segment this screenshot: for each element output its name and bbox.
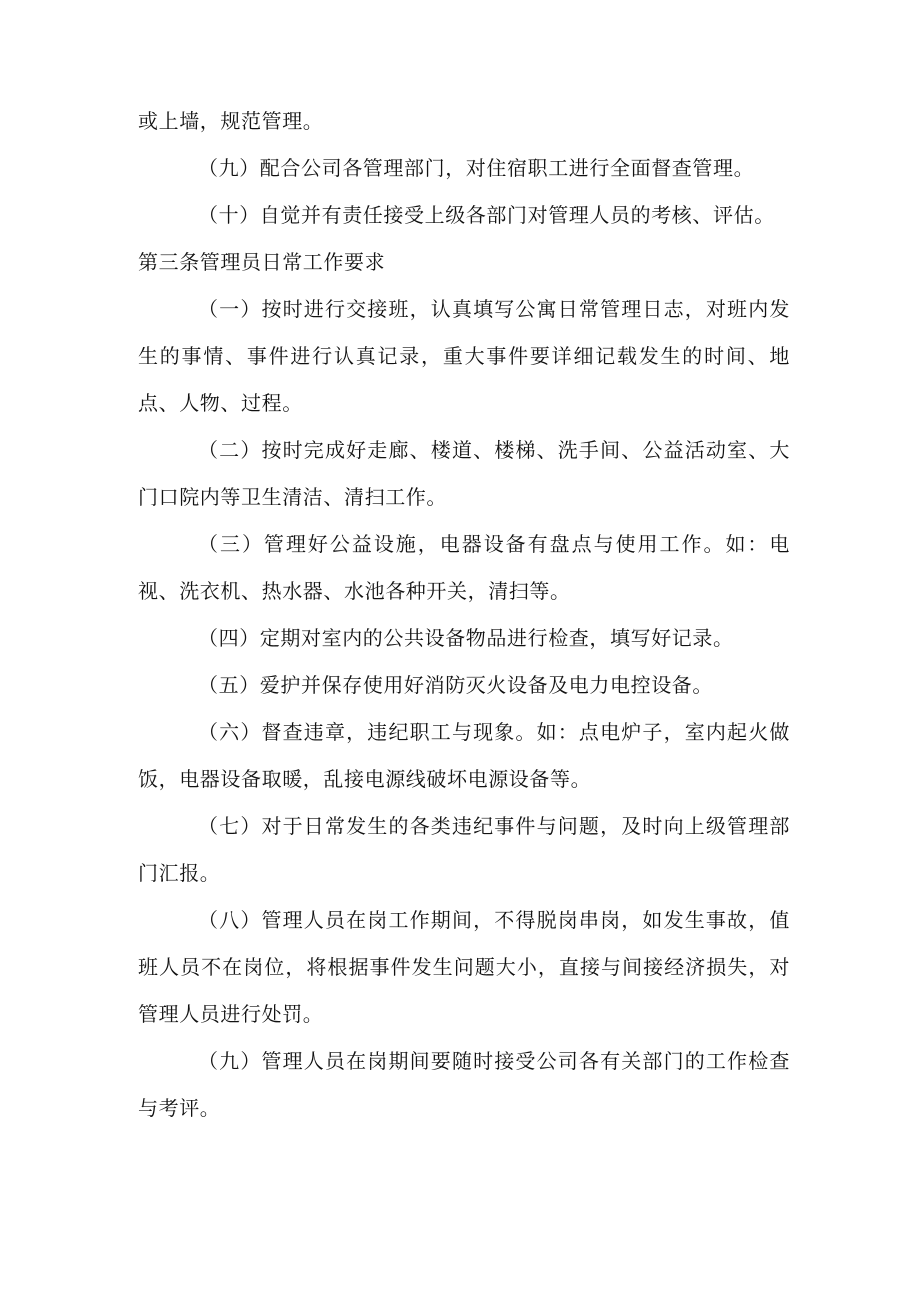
paragraph-item-2-cleaning: （二）按时完成好走廊、楼道、楼梯、洗手间、公益活动室、大门口院内等卫生清洁、清扫工作。 [138,438,790,509]
paragraph-item-3-facilities: （三）管理好公益设施，电器设备有盘点与使用工作。如：电视、洗衣机、热水器、水池各种开关，清扫等。 [138,532,790,603]
paragraph-item-7-reporting: （七）对于日常发生的各类违纪事件与问题，及时向上级管理部门汇报。 [138,814,790,885]
paragraph-item-10-assessment: （十）自觉并有责任接受上级各部门对管理人员的考核、评估。 [198,203,775,227]
document-body [138,98,790,1132]
paragraph-item-9-coordination: （九）配合公司各管理部门，对住宿职工进行全面督查管理。 [198,156,755,180]
paragraph-item-5-fire-equipment: （五）爱护并保存使用好消防灭火设备及电力电控设备。 [198,673,713,697]
paragraph-item-8-on-duty: （八）管理人员在岗工作期间，不得脱岗串岗，如发生事故，值班人员不在岗位，将根据事件发生问题大小，直接与间接经济损失，对管理人员进行处罚。 [138,908,790,1026]
section-heading-article-3: 第三条管理员日常工作要求 [138,250,386,274]
paragraph-continuation: 或上墙，规范管理。 [138,109,324,133]
paragraph-item-1-shift-handover: （一）按时进行交接班，认真填写公寓日常管理日志，对班内发生的事情、事件进行认真记录，重大事件要详细记载发生的时间、地点、人物、过程。 [138,297,790,415]
paragraph-item-6-violations: （六）督查违章，违纪职工与现象。如：点电炉子，室内起火做饭，电器设备取暖，乱接电源线破坏电源设备等。 [138,720,790,791]
paragraph-item-4-inspection: （四）定期对室内的公共设备物品进行检查，填写好记录。 [198,626,734,650]
paragraph-item-9-evaluation: （九）管理人员在岗期间要随时接受公司各有关部门的工作检查与考评。 [138,1049,790,1120]
